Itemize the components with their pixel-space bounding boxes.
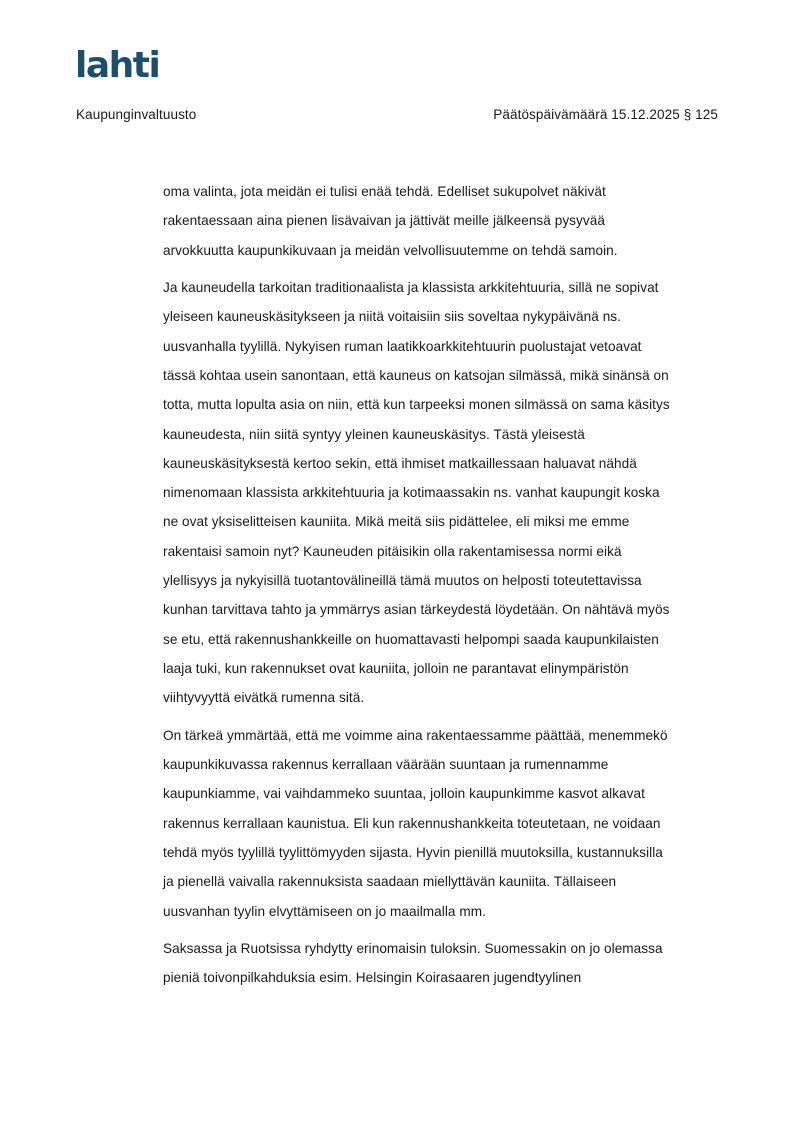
text-line: rakentaisi samoin nyt? Kauneuden pitäisikin olla rakentamisessa normi eikä xyxy=(163,543,622,559)
text-line: pieniä toivonpilkahduksia esim. Helsingin Koirasaaren jugendtyylinen xyxy=(163,970,582,986)
text-line: kauneudesta, niin siitä syntyy yleinen kauneuskäsitys. Tästä yleisestä xyxy=(163,426,585,442)
paragraph xyxy=(163,273,723,712)
paragraph xyxy=(163,934,723,993)
lahti-logo xyxy=(75,44,167,84)
paragraph xyxy=(163,721,723,926)
text-line: ja pienellä vaivalla rakennuksista saadaan miellyttävän kauniita. Tällaiseen xyxy=(163,874,617,890)
text-line: uusvanhan tyylin elvyttämiseen on jo maailmalla mm. xyxy=(163,903,486,919)
text-line: ne ovat yksiselitteisen kauniita. Mikä meitä siis pidättelee, eli miksi me emme xyxy=(163,514,630,530)
decision-date-section: Päätöspäivämäärä 15.12.2025 § 125 xyxy=(493,107,718,122)
text-line: rakentaessaan aina pienen lisävaivan ja jättivät meille jälkeensä pysyvää xyxy=(163,213,605,229)
lahti-logo-text: lahti xyxy=(75,45,160,84)
text-line: kaupunkikuvassa rakennus kerrallaan väärään suuntaan ja rumennamme xyxy=(163,757,609,773)
text-line: se etu, että rakennushankkeille on huomattavasti helpompi saada kaupunkilaisten xyxy=(163,631,659,647)
text-line: nimenomaan klassista arkkitehtuuria ja kotimaassakin ns. vanhat kaupungit koska xyxy=(163,485,660,501)
text-line: totta, mutta lopulta asia on niin, että kun tarpeeksi monen silmässä on sama käsitys xyxy=(163,397,670,413)
lahti-logo-graphic xyxy=(75,44,167,84)
text-line: viihtyvyyttä eivätkä rumenna sitä. xyxy=(163,690,365,706)
text-line: Saksassa ja Ruotsissa ryhdytty erinomaisin tuloksin. Suomessakin on jo olemassa xyxy=(163,940,663,956)
text-line: tehdä myös tyylillä tyylittömyyden sijasta. Hyvin pienillä muutoksilla, kustannuksilla xyxy=(163,844,663,860)
text-line: kauneuskäsityksestä kertoo sekin, että ihmiset matkaillessaan haluavat nähdä xyxy=(163,455,637,471)
text-line: On tärkeä ymmärtää, että me voimme aina rakentaessamme päättää, menemmekö xyxy=(163,727,668,743)
paragraph xyxy=(163,177,723,265)
text-line: ylellisyys ja nykyisillä tuotantovälineillä tämä muutos on helposti toteutettavissa xyxy=(163,573,642,589)
text-line: yleiseen kauneuskäsitykseen ja niitä voitaisiin siis soveltaa nykypäivänä ns. xyxy=(163,309,621,325)
text-line: Ja kauneudella tarkoitan traditionaalista ja klassista arkkitehtuuria, sillä ne sopivat xyxy=(163,280,659,296)
text-line: oma valinta, jota meidän ei tulisi enää tehdä. Edelliset sukupolvet näkivät xyxy=(163,184,606,199)
text-line: tässä kohtaa usein sanontaan, että kauneus on katsojan silmässä, mikä sinänsä on xyxy=(163,367,669,383)
text-line: rakennus kerrallaan kaunistua. Eli kun rakennushankkeita toteutetaan, ne voidaan xyxy=(163,815,661,831)
text-line: uusvanhalla tyylillä. Nykyisen ruman laatikkoarkkitehtuurin puolustajat vetoavat xyxy=(163,338,642,354)
text-line: kaupunkiamme, vai vaihdammeko suuntaa, jolloin kaupunkimme kasvot alkavat xyxy=(163,786,645,802)
text-line: arvokkuutta kaupunkikuvaan ja meidän velvollisuutemme on tehdä samoin. xyxy=(163,242,618,258)
document-body xyxy=(163,177,723,1001)
organization-name: Kaupunginvaltuusto xyxy=(76,107,197,122)
text-line: laaja tuki, kun rakennukset ovat kauniita, jolloin ne parantavat elinympäristön xyxy=(163,660,629,676)
text-line: kunhan tarvittava tahto ja ymmärrys asian tärkeydestä löydetään. On nähtävä myös xyxy=(163,602,670,618)
